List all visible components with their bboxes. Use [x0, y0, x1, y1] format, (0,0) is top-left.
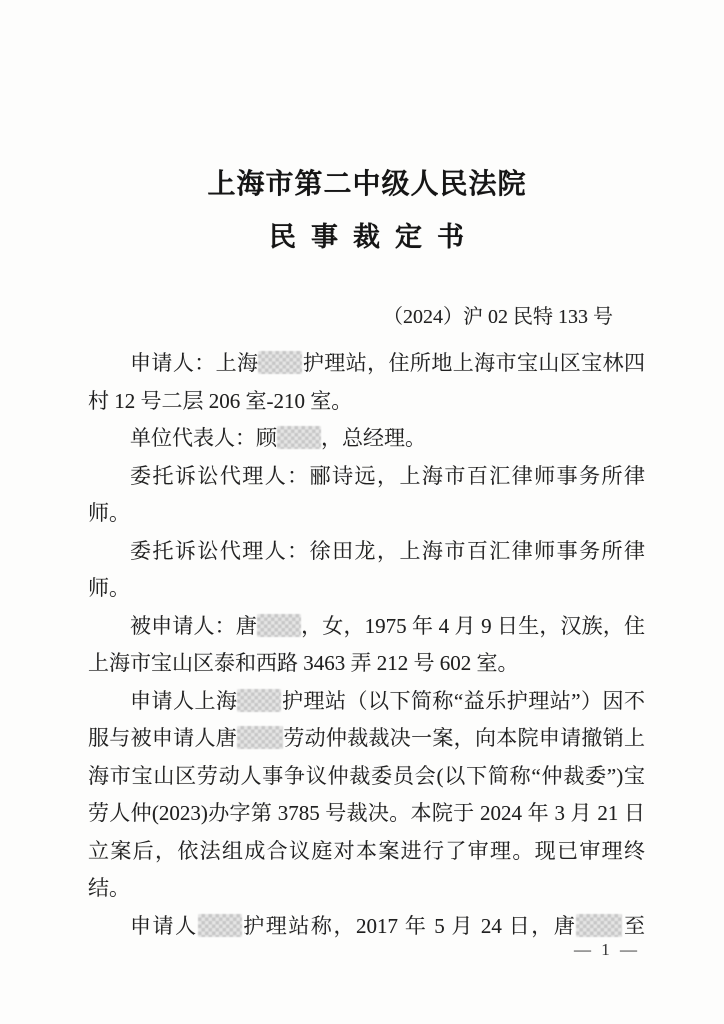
paragraph — [88, 458, 645, 533]
paragraph-text: 委托诉讼代理人：郦诗远，上海市百汇律师事务所律师。 — [88, 463, 645, 525]
page-number: — 1 — — [574, 940, 640, 959]
paragraph — [88, 608, 645, 683]
paragraph — [88, 533, 645, 608]
paragraph-text: 委托诉讼代理人：徐田龙，上海市百汇律师事务所律师。 — [88, 538, 645, 600]
paragraph — [88, 420, 645, 458]
paragraph-text: 申请人 — [130, 913, 198, 938]
paragraph-text: 申请人：上海 — [130, 351, 259, 375]
document-content — [88, 168, 645, 949]
paragraph-text: 被申请人：唐 — [130, 613, 257, 638]
redacted-name — [277, 426, 321, 449]
redacted-name — [237, 726, 283, 749]
paragraph-text: 护理站，住所地上海市宝山区宝林四村 12 号二层 206 室-210 室。 — [88, 351, 645, 413]
paragraph-text: 劳动仲裁裁决一案，向本院申请撤销上海市宝山区劳动人事争议仲裁委员会(以下简称“仲裁委”)宝劳人仲(2023)办字第 3785 号裁决。本院于 2024 年 3 月 21 日立案后，依法组成合议庭对本案进行了审理。现已审理终结。 — [88, 726, 645, 900]
paragraph-text: 护理站（以下简称“益乐护理站”）因不服与被申请人唐 — [88, 688, 645, 750]
paragraph-text: ，总经理。 — [321, 426, 426, 450]
court-name: 上海市第二中级人民法院 — [207, 169, 527, 200]
paragraph-text: ，女，1975 年 4 月 9 日生，汉族，住上海市宝山区泰和西路 3463 弄 212 号 602 室。 — [88, 613, 645, 675]
redacted-name — [237, 689, 281, 712]
redacted-name — [258, 351, 302, 374]
case-number: （2024）沪 02 民特 133 号 — [383, 306, 613, 328]
paragraph — [88, 908, 645, 950]
redacted-name — [257, 614, 301, 637]
document-body — [88, 345, 645, 949]
paragraph-text: 单位代表人：顾 — [130, 426, 277, 450]
redacted-name — [198, 914, 242, 937]
paragraph — [88, 683, 645, 908]
document-title: 民事裁定书 — [269, 222, 479, 252]
paragraph-text: 护理站称，2017 年 5 月 24 日，唐 — [241, 913, 577, 938]
paragraph — [88, 345, 645, 420]
paragraph-text: 至 — [622, 913, 645, 938]
paragraph-text: 申请人上海 — [130, 688, 238, 713]
redacted-name — [576, 914, 622, 937]
